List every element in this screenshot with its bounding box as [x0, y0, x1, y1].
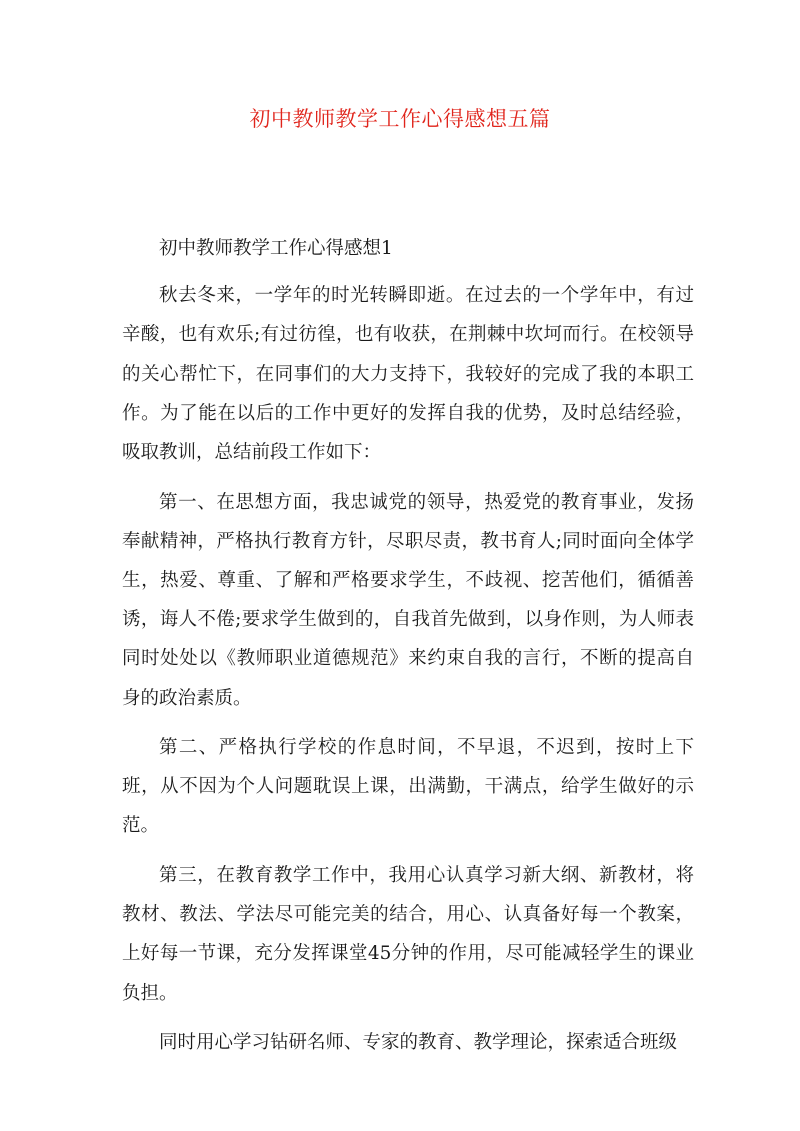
document-title: 初中教师教学工作心得感想五篇 — [249, 107, 551, 131]
paragraph: 第一、在思想方面，我忠诚党的领导，热爱党的教育事业，发扬奉献精神，严格执行教育方针，尽职尽责，教书育人;同时面向全体学生，热爱、尊重、了解和严格要求学生，不歧视、挖苦他们，循循善诱，诲人不倦;要求学生做到的，自我首先做到，以身作则，为人师表同时处处以《教师职业道德规范》来约束自我的言行，不断的提高自身的政治素质。 — [122, 491, 694, 709]
paragraph: 第三，在教育教学工作中，我用心认真学习新大纲、新教材，将教材、教法、学法尽可能完美的结合，用心、认真备好每一个教案，上好每一节课，充分发挥课堂45分钟的作用，尽可能减轻学生的课业负担。 — [122, 864, 694, 1004]
document-body — [122, 229, 694, 1073]
paragraph: 同时用心学习钻研名师、专家的教育、教学理论，探索适合班级 — [159, 1032, 678, 1054]
paragraph: 第二、严格执行学校的作息时间，不早退，不迟到，按时上下班，从不因为个人问题耽误上课，出满勤，干满点，给学生做好的示范。 — [122, 737, 694, 837]
paragraph: 秋去冬来，一学年的时光转瞬即逝。在过去的一个学年中，有过辛酸，也有欢乐;有过彷徨，也有收获，在荆棘中坎坷而行。在校领导的关心帮忙下，在同事们的大力支持下，我较好的完成了我的本职工作。为了能在以后的工作中更好的发挥自我的优势，及时总结经验，吸取教训，总结前段工作如下： — [122, 285, 694, 464]
section-heading: 初中教师教学工作心得感想1 — [159, 238, 393, 259]
